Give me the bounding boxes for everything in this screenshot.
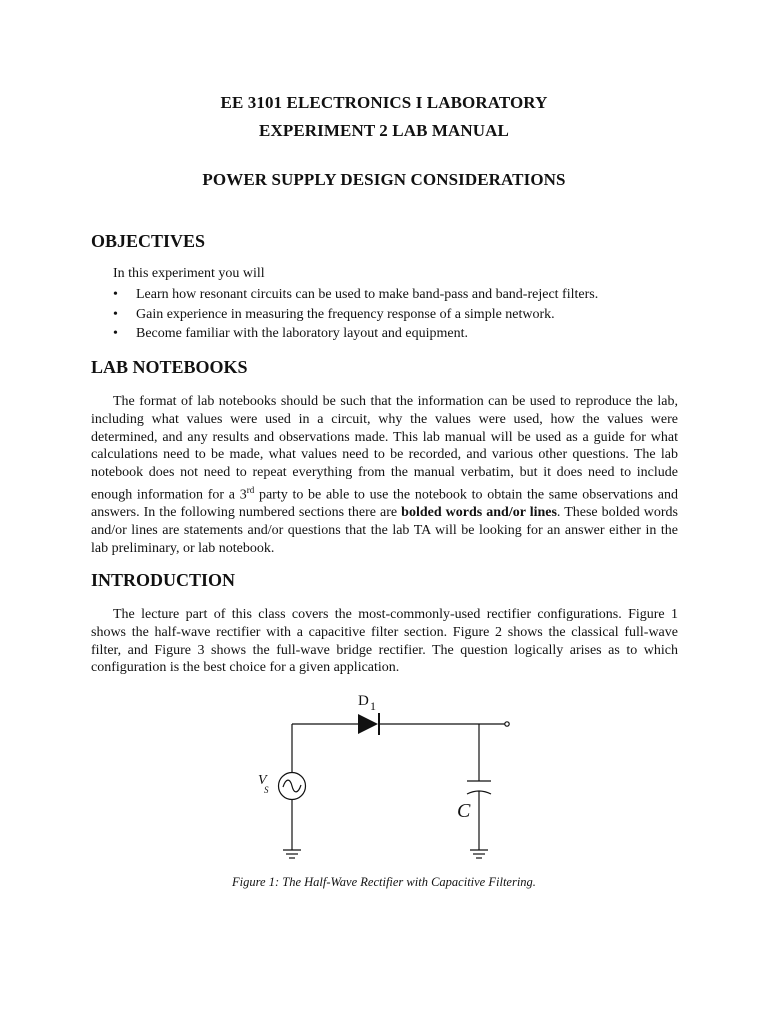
diode-label: D <box>358 693 369 709</box>
source-label: V <box>258 773 267 788</box>
course-title: EE 3101 ELECTRONICS I LABORATORY <box>220 93 548 112</box>
objective-item: • Become familiar with the laboratory layout and equipment. <box>113 324 598 344</box>
objectives-heading: OBJECTIVES <box>91 231 206 251</box>
introduction-paragraph: The lecture part of this class covers the most-commonly-used rectifier configurations. Figure 1 shows the half-wave rectifier with a capacitive filter section. Figure 2 shows the classical full-wave filter, and Figure 3 shows the full-wave bridge rectifier. The question logically arises as to which configuration is the best choice for a given application. <box>91 607 678 676</box>
bolded-phrase: bolded words and/or lines <box>401 505 557 521</box>
diode-subscript: 1 <box>370 699 376 713</box>
experiment-title: EXPERIMENT 2 LAB MANUAL <box>259 121 509 140</box>
capacitor-label: C <box>457 800 471 822</box>
notebooks-heading: LAB NOTEBOOKS <box>91 357 248 377</box>
diode-triangle <box>358 714 378 734</box>
figure-caption: Figure 1: The Half-Wave Rectifier with Capacitive Filtering. <box>232 875 536 889</box>
ordinal-superscript: rd <box>246 484 255 495</box>
objective-item: • Gain experience in measuring the frequency response of a simple network. <box>113 305 598 325</box>
objective-item: • Learn how resonant circuits can be used to make band-pass and band-reject filters. <box>113 285 598 305</box>
notebooks-text-2: party to be able to use the notebook to obtain the same observations and answers. In the following numbered sections there are <box>91 487 678 521</box>
notebooks-text-3: . These bolded words and/or lines are statements and/or questions that the lab TA will be looking for an answer either in the lab preliminary, or lab notebook. <box>91 505 678 557</box>
output-terminal <box>505 722 509 726</box>
introduction-heading: INTRODUCTION <box>91 570 236 590</box>
objectives-intro: In this experiment you will <box>113 266 265 281</box>
source-subscript: S <box>264 785 269 795</box>
document-subtitle: POWER SUPPLY DESIGN CONSIDERATIONS <box>202 170 566 189</box>
sine-wave-icon <box>283 780 301 792</box>
notebooks-text-1: The format of lab notebooks should be such that the information can be used to reproduce the lab, including what values were used in a circuit, why the values were used, how the values were determined, and any results and observations made. This lab manual will be used as a guide for what calculations need to be made, what values need to be recorded, and various other questions. The lab notebook does not need to repeat everything from the manual verbatim, but it does need to include enough information for a 3 <box>91 394 678 503</box>
